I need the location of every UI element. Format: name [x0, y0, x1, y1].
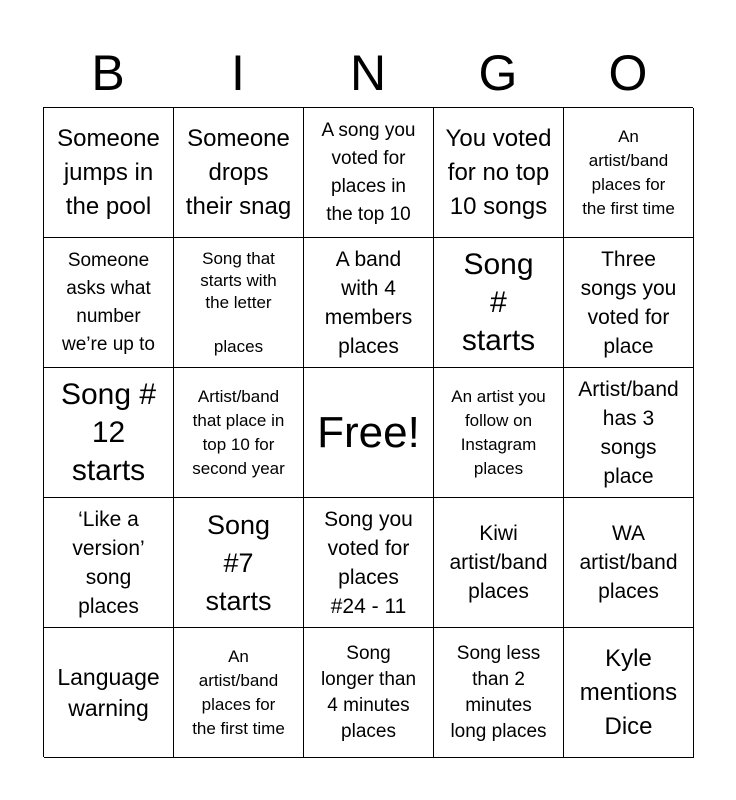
cell-text: A song you voted for places in the top 10 [321, 119, 416, 225]
cell-text: ‘Like a version’ song places [72, 507, 145, 618]
bingo-cell[interactable] [304, 108, 434, 238]
bingo-cell[interactable] [434, 108, 564, 238]
cell-text: Language warning [57, 663, 160, 721]
cell-text: Song longer than 4 minutes places [320, 642, 417, 742]
bingo-cell[interactable] [564, 238, 694, 368]
bingo-cell[interactable] [434, 628, 564, 758]
free-space-text: Free! [317, 407, 420, 457]
bingo-cell[interactable] [44, 628, 174, 758]
cell-text: A band with 4 members places [324, 247, 413, 358]
bingo-cell[interactable] [304, 238, 434, 368]
header-letter-o: O [608, 45, 648, 101]
bingo-cell[interactable] [174, 108, 304, 238]
bingo-cell[interactable] [564, 368, 694, 498]
cell-text: Song #7 starts [205, 509, 272, 616]
cell-text: Artist/band has 3 songs place [578, 377, 679, 488]
bingo-board [43, 107, 693, 757]
bingo-cell[interactable] [304, 628, 434, 758]
bingo-cell[interactable] [174, 628, 304, 758]
cell-text: Song # 12 starts [60, 377, 157, 487]
cell-text: Kyle mentions Dice [579, 644, 678, 740]
bingo-cell[interactable] [434, 368, 564, 498]
cell-text: Song less than 2 minutes long places [450, 642, 547, 742]
bingo-cell[interactable] [564, 108, 694, 238]
header-letter-n: N [349, 45, 387, 101]
header-letter-b: B [91, 45, 125, 101]
bingo-cell[interactable] [564, 628, 694, 758]
bingo-cell[interactable] [44, 368, 174, 498]
bingo-cell[interactable] [44, 108, 174, 238]
cell-text: An artist you follow on Instagram places [451, 386, 546, 478]
cell-text: Artist/band that place in top 10 for second year [192, 386, 285, 478]
header-letter-i: I [231, 45, 245, 101]
cell-text: Someone drops their snag [185, 124, 292, 220]
cell-text: You voted for no top 10 songs [445, 124, 552, 220]
cell-text: Song you voted for places #24 - 11 [324, 507, 413, 618]
bingo-cell[interactable] [434, 238, 564, 368]
bingo-cell[interactable] [174, 238, 304, 368]
cell-text: Someone asks what number we’re up to [62, 249, 155, 355]
cell-text: Song # starts [461, 247, 536, 357]
bingo-cell[interactable] [434, 498, 564, 628]
cell-text: WA artist/band places [579, 522, 678, 603]
free-space[interactable] [304, 368, 434, 498]
cell-text: Three songs you voted for place [580, 247, 677, 358]
cell-text: Kiwi artist/band places [449, 522, 548, 603]
bingo-cell[interactable] [44, 498, 174, 628]
bingo-cell[interactable] [174, 498, 304, 628]
cell-text: Song that starts with the letter places [200, 248, 277, 356]
cell-text: An artist/band places for the first time [192, 646, 285, 738]
bingo-cell[interactable] [44, 238, 174, 368]
bingo-cell[interactable] [564, 498, 694, 628]
cell-text: An artist/band places for the first time [582, 126, 675, 218]
bingo-cell[interactable] [304, 498, 434, 628]
bingo-header [43, 40, 693, 106]
cell-text: Someone jumps in the pool [57, 124, 160, 220]
header-letter-g: G [478, 45, 518, 101]
bingo-cell[interactable] [174, 368, 304, 498]
